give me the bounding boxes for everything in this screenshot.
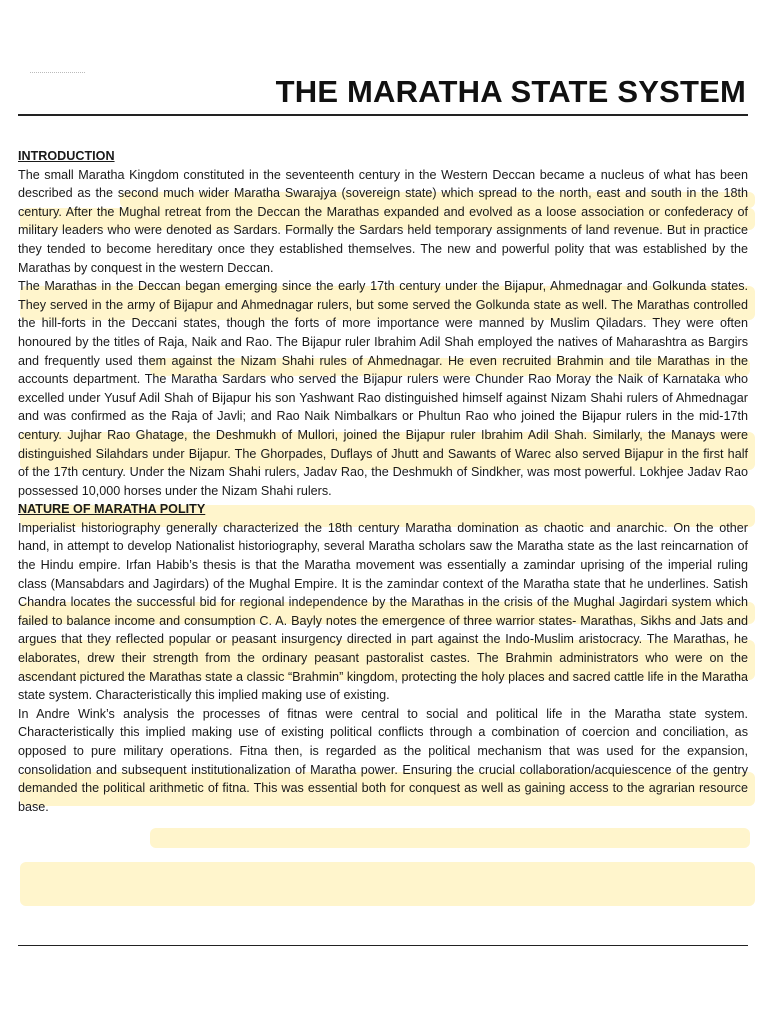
paragraph: The Marathas in the Deccan began emerging since the early 17th century under the Bijapur, Ahmednagar and Golkunda states. They served in the army of Bijapur and Ahmednagar rulers, but some served the Golkunda state as well. The Marathas controlled the hill-forts in the Deccani states, though the forts of more importance were manned by Muslim Qiladars. They were often honoured by the titles of Raja, Naik and Rao. The Bijapur ruler Ibrahim Adil Shah employed the natives of Maharashtra as Bargirs and frequently used them against the Nizam Shahi rules of Ahmednagar. He even recruited Brahmin and tile Marathas in the accounts department. The Maratha Sardars who served the Bijapur rulers were Chunder Rao Moray the Naik of Karnataka who excelled under Yusuf Adil Shah of Bijapur his son Yashwant Rao distinguished himself against Nizam Shahi rulers of Ahmednagar and was confirmed as the Raja of Javli; and Rao Naik Nimbalkars or Phultun Rao who joined the Bijapur rulers in the mid-17th century. Jujhar Rao Ghatage, the Deshmukh of Mullori, joined the Bijapur ruler Ibrahim Adil Shah. Similarly, the Manays were distinguished Silahdars under Bijapur. The Ghorpades, Duflays of Jhutt and Sawants of Warec also served Bijapur in the first half of the 17th century. Under the Nizam Shahi rulers, Jadav Rao, the Deshmukh of Sindkher, was most powerful. Lokhjee Jadav Rao possessed 10,000 horses under the Nizam Shahi rulers. bbox=[18, 279, 748, 498]
highlight-band bbox=[150, 828, 750, 848]
section-nature-of-polity bbox=[18, 500, 748, 816]
section-introduction bbox=[18, 147, 748, 500]
highlight-band bbox=[20, 862, 755, 906]
document-body bbox=[18, 147, 748, 816]
document-title: THE MARATHA STATE SYSTEM bbox=[275, 74, 746, 109]
scan-mark bbox=[30, 72, 85, 73]
title-rule bbox=[18, 114, 748, 116]
paragraph: Imperialist historiography generally characterized the 18th century Maratha domination as chaotic and anarchic. On the other hand, in attempt to develop Nationalist historiography, several Maratha scholars saw the Maratha state as the last reincarnation of the Hindu empire. Irfan Habib’s thesis is that the Maratha movement was essentially a zamindar uprising of the imperial ruling class (Mansabdars and Jagirdars) of the Mughal Empire. It is the zamindar context of the Maratha state that he underlines. Satish Chandra locates the successful bid for regional independence by the Marathas in the crisis of the Mughal Jagirdari system which failed to balance income and consumption C. A. Bayly notes the emergence of three warrior states- Marathas, Sikhs and Jats and argues that they reflected popular or peasant insurgency directed in part against the Indo-Muslim aristocracy. The Marathas, he elaborates, drew their strength from the ordinary peasant pastoralist castes. The Brahmin administrators who were on the ascendant pictured the Marathas state a classic “Brahmin” kingdom, protecting the holy places and sacred cattle life in the Maratha state system. Characteristically this implied making use of existing. bbox=[18, 520, 748, 703]
section-heading: INTRODUCTION bbox=[18, 149, 115, 163]
footer-rule bbox=[18, 945, 748, 946]
paragraph: In Andre Wink’s analysis the processes of fitnas were central to social and political life in the Maratha state system. Characteristically this implied making use of existing political conflicts through a combination of coercion and conciliation, as opposed to pure military operations. Fitna then, is regarded as the political mechanism that was used for the expansion, consolidation and subsequent institutionalization of Maratha power. Ensuring the crucial collaboration/acquiescence of the gentry demanded the political arithmetic of fitna. This was essential both for conquest as well as gaining access to the agrarian resource base. bbox=[18, 706, 748, 814]
paragraph: The small Maratha Kingdom constituted in the seventeenth century in the Western Deccan became a nucleus of what has been described as the second much wider Maratha Swarajya (sovereign state) which spread to the north, east and south in the 18th century. After the Mughal retreat from the Deccan the Marathas expanded and evolved as a loose association or confederacy of military leaders who were denoted as Sardars. Formally the Sardars held temporary assignments of land revenue. But in practice they tended to become hereditary once they established themselves. The new and powerful polity that was established by the Marathas by conquest in the western Deccan. bbox=[18, 167, 748, 275]
section-heading: NATURE OF MARATHA POLITY bbox=[18, 502, 206, 517]
